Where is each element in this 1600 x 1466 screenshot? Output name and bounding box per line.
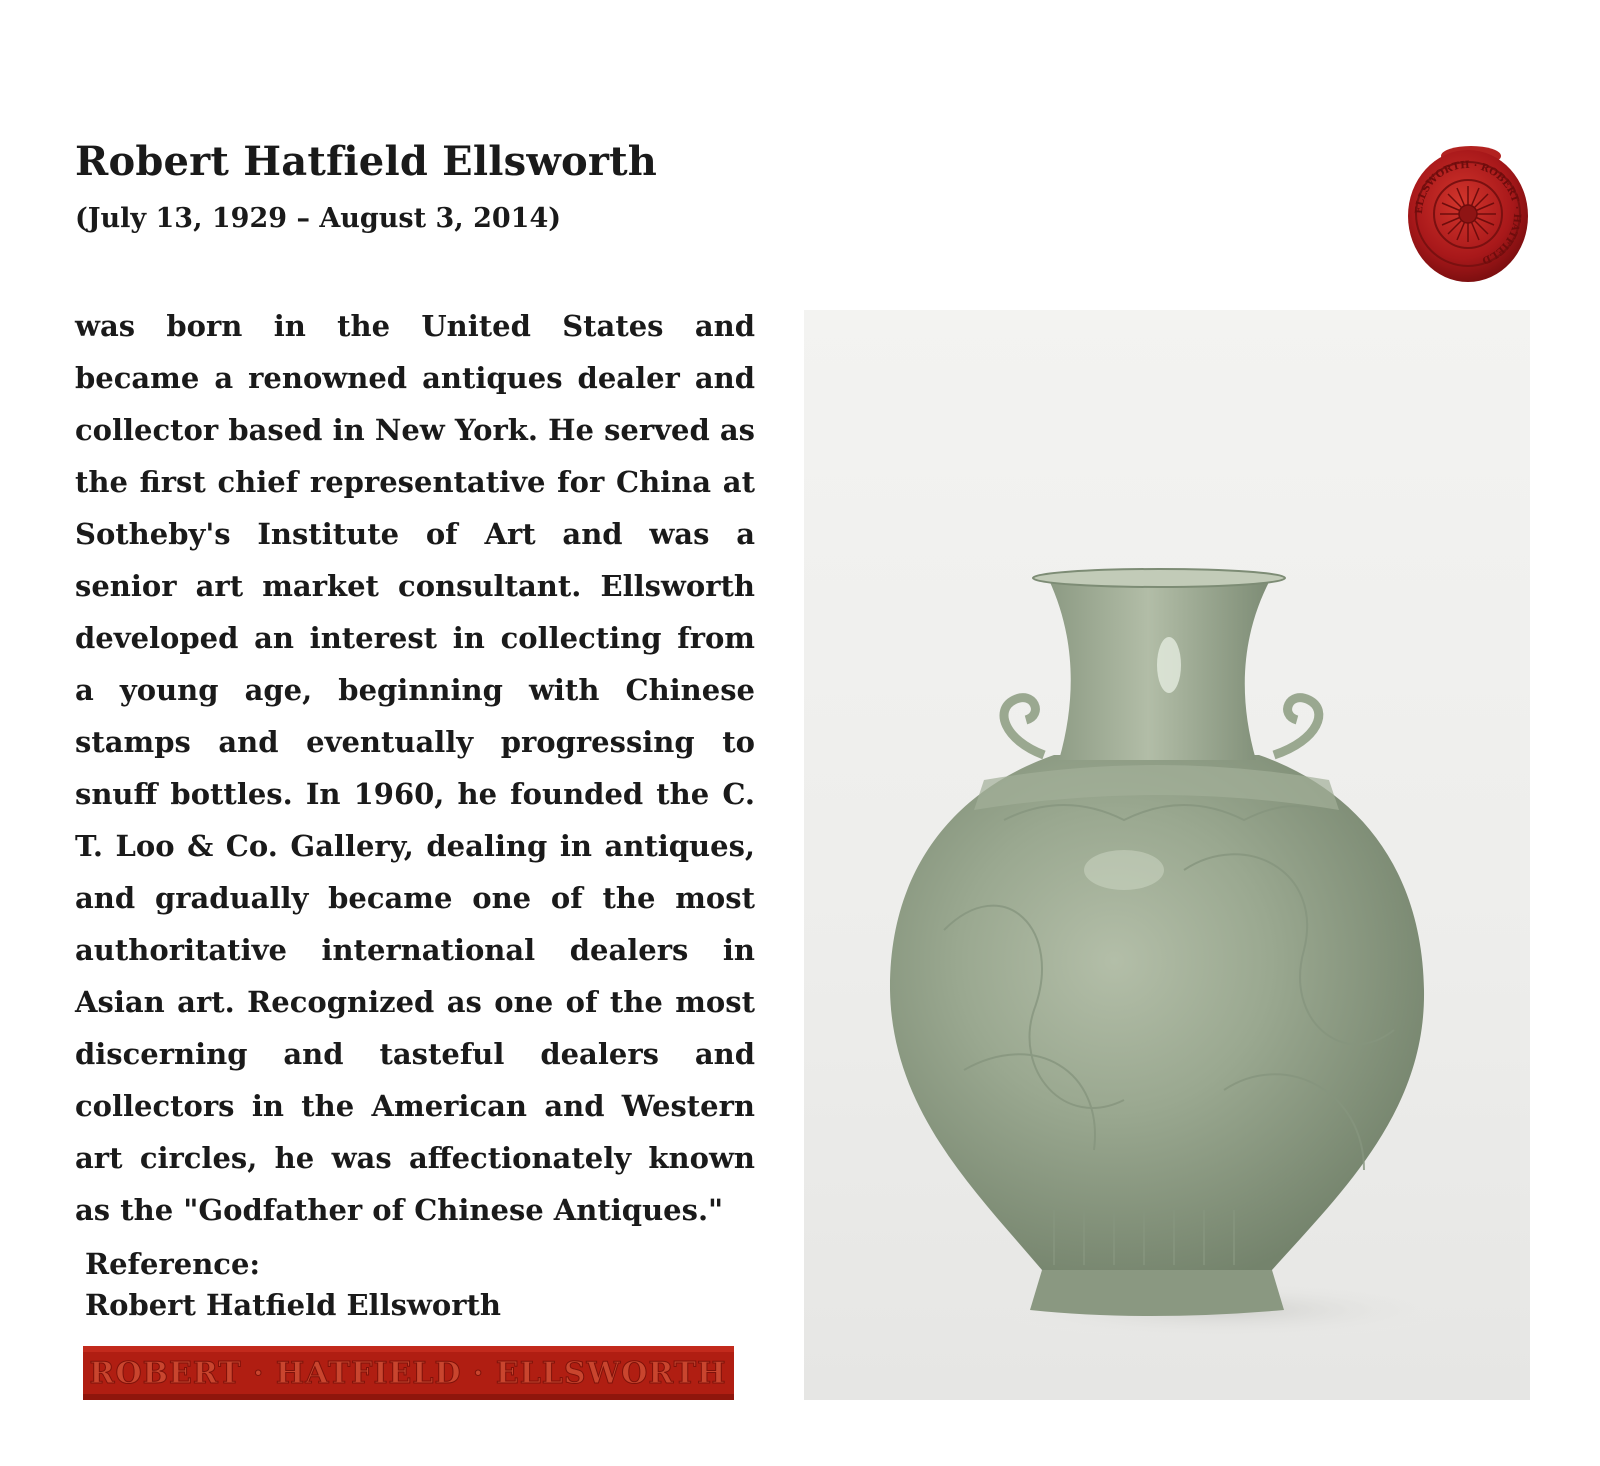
reference-block	[85, 1244, 501, 1326]
reference-label: Reference:	[85, 1247, 261, 1281]
reference-name: Robert Hatfield Ellsworth	[85, 1288, 501, 1322]
page-title: Robert Hatfield Ellsworth	[75, 138, 658, 185]
wax-seal-text: ELLSWORTH · ROBERT · HATFIELD	[1413, 159, 1523, 266]
seal-strip	[83, 1346, 734, 1400]
vase-photo	[804, 310, 1530, 1400]
seal-strip-text: ROBERT · HATFIELD · ELLSWORTH	[89, 1356, 727, 1391]
wax-seal-icon	[1403, 138, 1533, 286]
life-dates: (July 13, 1929 – August 3, 2014)	[75, 203, 562, 234]
biography-text: was born in the United States and became a renowned antiques dealer and collector based in New York. He served as the first chief representative for China at Sotheby's Institute of Art and was a senior art market consultant. Ellsworth developed an interest in collecting from a young age, beginning with Chinese stamps and eventually progressing to snuff bottles. In 1960, he founded the C. T. Loo & Co. Gallery, dealing in antiques, and gradually became one of the most authoritative international dealers in Asian art. Recognized as one of the most discerning and tasteful dealers and collectors in the American and Western art circles, he was affectionately known as the "Godfather of Chinese Antiques."	[75, 309, 755, 1227]
